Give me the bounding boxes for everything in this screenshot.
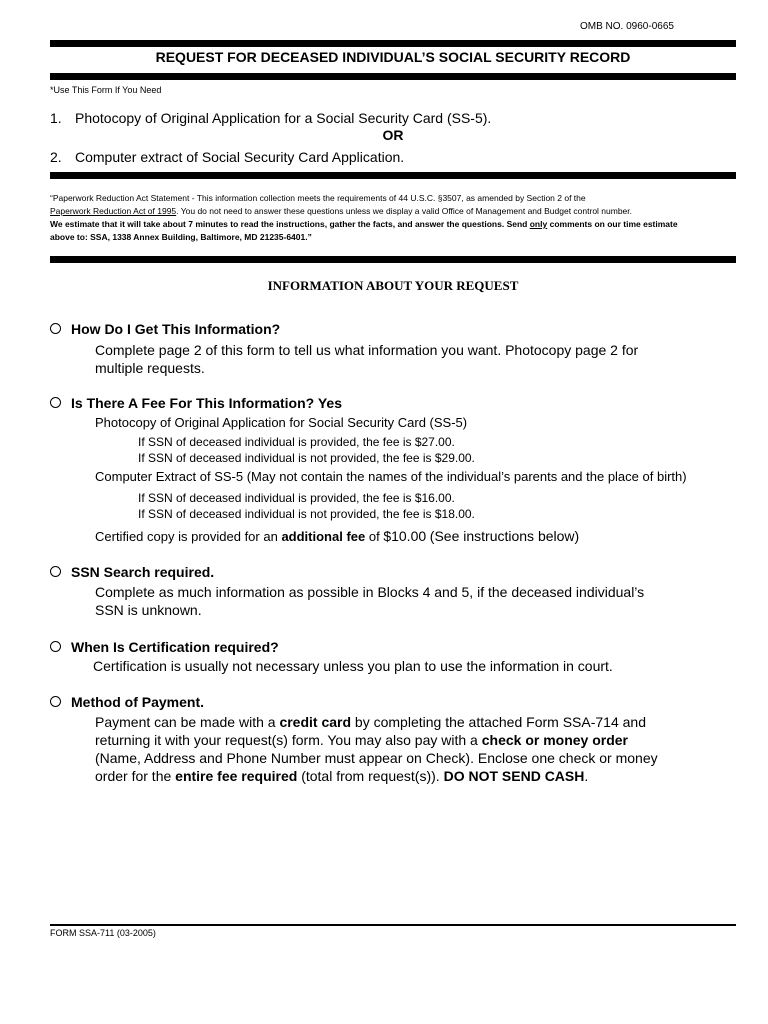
- use-note: *Use This Form If You Need: [50, 85, 162, 95]
- certification-answer: Certification is usually not necessary unless you plan to use the information in court.: [93, 658, 613, 674]
- omb-number: OMB NO. 0960-0665: [580, 21, 674, 32]
- form-number: FORM SSA-711 (03-2005): [50, 928, 156, 938]
- payment-period: .: [584, 768, 589, 784]
- paperwork-only: only: [529, 219, 548, 229]
- fee-certified-amount: $10.00: [383, 528, 427, 544]
- question-how: [50, 321, 280, 337]
- paperwork-line-2: . You do not need to answer these questions unless we display a valid Office of Management and Budget control number.: [176, 206, 633, 216]
- ssn-search-line-1: Complete as much information as possible in Blocks 4 and 5, if the deceased individual’s: [95, 584, 645, 600]
- fee-certified-prefix: Certified copy is provided for an: [95, 529, 278, 544]
- payment-text-6: (total from request(s)).: [301, 768, 440, 784]
- question-payment-text: Method of Payment.: [71, 694, 205, 710]
- or-label: OR: [382, 127, 404, 143]
- section-title: INFORMATION ABOUT YOUR REQUEST: [267, 278, 519, 293]
- paperwork-line-4: above to: SSA, 1338 Annex Building, Baltimore, MD 21235-6401.”: [50, 232, 312, 242]
- question-ssn-search: [50, 564, 214, 580]
- fee-ss5-provided: If SSN of deceased individual is provided, the fee is $27.00.: [138, 435, 455, 449]
- question-fee-text: Is There A Fee For This Information? Yes: [71, 395, 342, 411]
- fee-certified-bold: additional fee: [281, 529, 366, 544]
- fee-ss5-not-provided: If SSN of deceased individual is not provided, the fee is $29.00.: [138, 451, 475, 465]
- option-1: [50, 110, 491, 126]
- paperwork-act-name: Paperwork Reduction Act of 1995: [50, 206, 177, 216]
- option-2-text: Computer extract of Social Security Card Application.: [75, 149, 405, 165]
- form-title: REQUEST FOR DECEASED INDIVIDUAL’S SOCIAL SECURITY RECORD: [155, 49, 631, 65]
- bullet-circle-icon: [50, 566, 61, 577]
- payment-entire-fee: entire fee required: [175, 768, 298, 784]
- how-answer: [95, 341, 638, 377]
- question-ssn-search-text: SSN Search required.: [71, 564, 215, 580]
- bullet-circle-icon: [50, 696, 61, 707]
- fee-certified-suffix: (See instructions below): [429, 528, 580, 544]
- payment-credit-card: credit card: [279, 714, 352, 730]
- payment-check-money-order: check or money order: [481, 732, 629, 748]
- option-1-number: 1.: [50, 110, 62, 126]
- paperwork-rule: [50, 256, 736, 263]
- option-1-text: Photocopy of Original Application for a Social Security Card (SS-5).: [75, 110, 492, 126]
- ssn-search-line-2: SSN is unknown.: [95, 602, 202, 618]
- fee-extract-provided: If SSN of deceased individual is provided, the fee is $16.00.: [138, 491, 455, 505]
- option-2: [50, 149, 404, 165]
- paperwork-line-3: We estimate that it will take about 7 minutes to read the instructions, gather the facts, and answer the questions. Send: [50, 219, 528, 229]
- question-certification: [50, 639, 279, 655]
- payment-text-2: by completing the attached Form SSA-714 and: [354, 714, 646, 730]
- bullet-circle-icon: [50, 641, 61, 652]
- fee-ss5-label: Photocopy of Original Application for Social Security Card (SS-5): [95, 415, 468, 430]
- question-payment: [50, 694, 204, 710]
- question-how-text: How Do I Get This Information?: [71, 321, 281, 337]
- payment-text-3: returning it with your request(s) form. You may also pay with a: [95, 732, 478, 748]
- options-rule: [50, 172, 736, 179]
- payment-text-4: (Name, Address and Phone Number must appear on Check). Enclose one check or money: [95, 750, 658, 766]
- fee-extract-label: Computer Extract of SS-5 (May not contain the names of the individual’s parents and the place of birth): [95, 469, 687, 484]
- top-rule: [50, 40, 736, 47]
- payment-text-1: Payment can be made with a: [95, 714, 276, 730]
- bullet-circle-icon: [50, 323, 61, 334]
- fee-certified: [95, 528, 579, 544]
- how-answer-line-1: Complete page 2 of this form to tell us what information you want. Photocopy page 2 for: [95, 342, 639, 358]
- paperwork-line-1: “Paperwork Reduction Act Statement - This information collection meets the requirements of 44 U.S.C. §3507, as amended by Section 2 of the: [50, 193, 586, 203]
- payment-text-5: order for the: [95, 768, 172, 784]
- payment-answer: [95, 713, 658, 785]
- payment-no-cash: DO NOT SEND CASH: [443, 768, 585, 784]
- question-certification-text: When Is Certification required?: [71, 639, 279, 655]
- fee-extract-not-provided: If SSN of deceased individual is not provided, the fee is $18.00.: [138, 507, 475, 521]
- paperwork-statement: [50, 192, 740, 244]
- option-2-number: 2.: [50, 149, 62, 165]
- footer-rule: [50, 924, 736, 926]
- paperwork-line-3-end: comments on our time estimate: [549, 219, 678, 229]
- title-rule: [50, 73, 736, 80]
- question-fee: [50, 395, 342, 411]
- bullet-circle-icon: [50, 397, 61, 408]
- how-answer-line-2: multiple requests.: [95, 360, 205, 376]
- fee-certified-of: of: [368, 529, 380, 544]
- ssn-search-answer: [95, 583, 644, 619]
